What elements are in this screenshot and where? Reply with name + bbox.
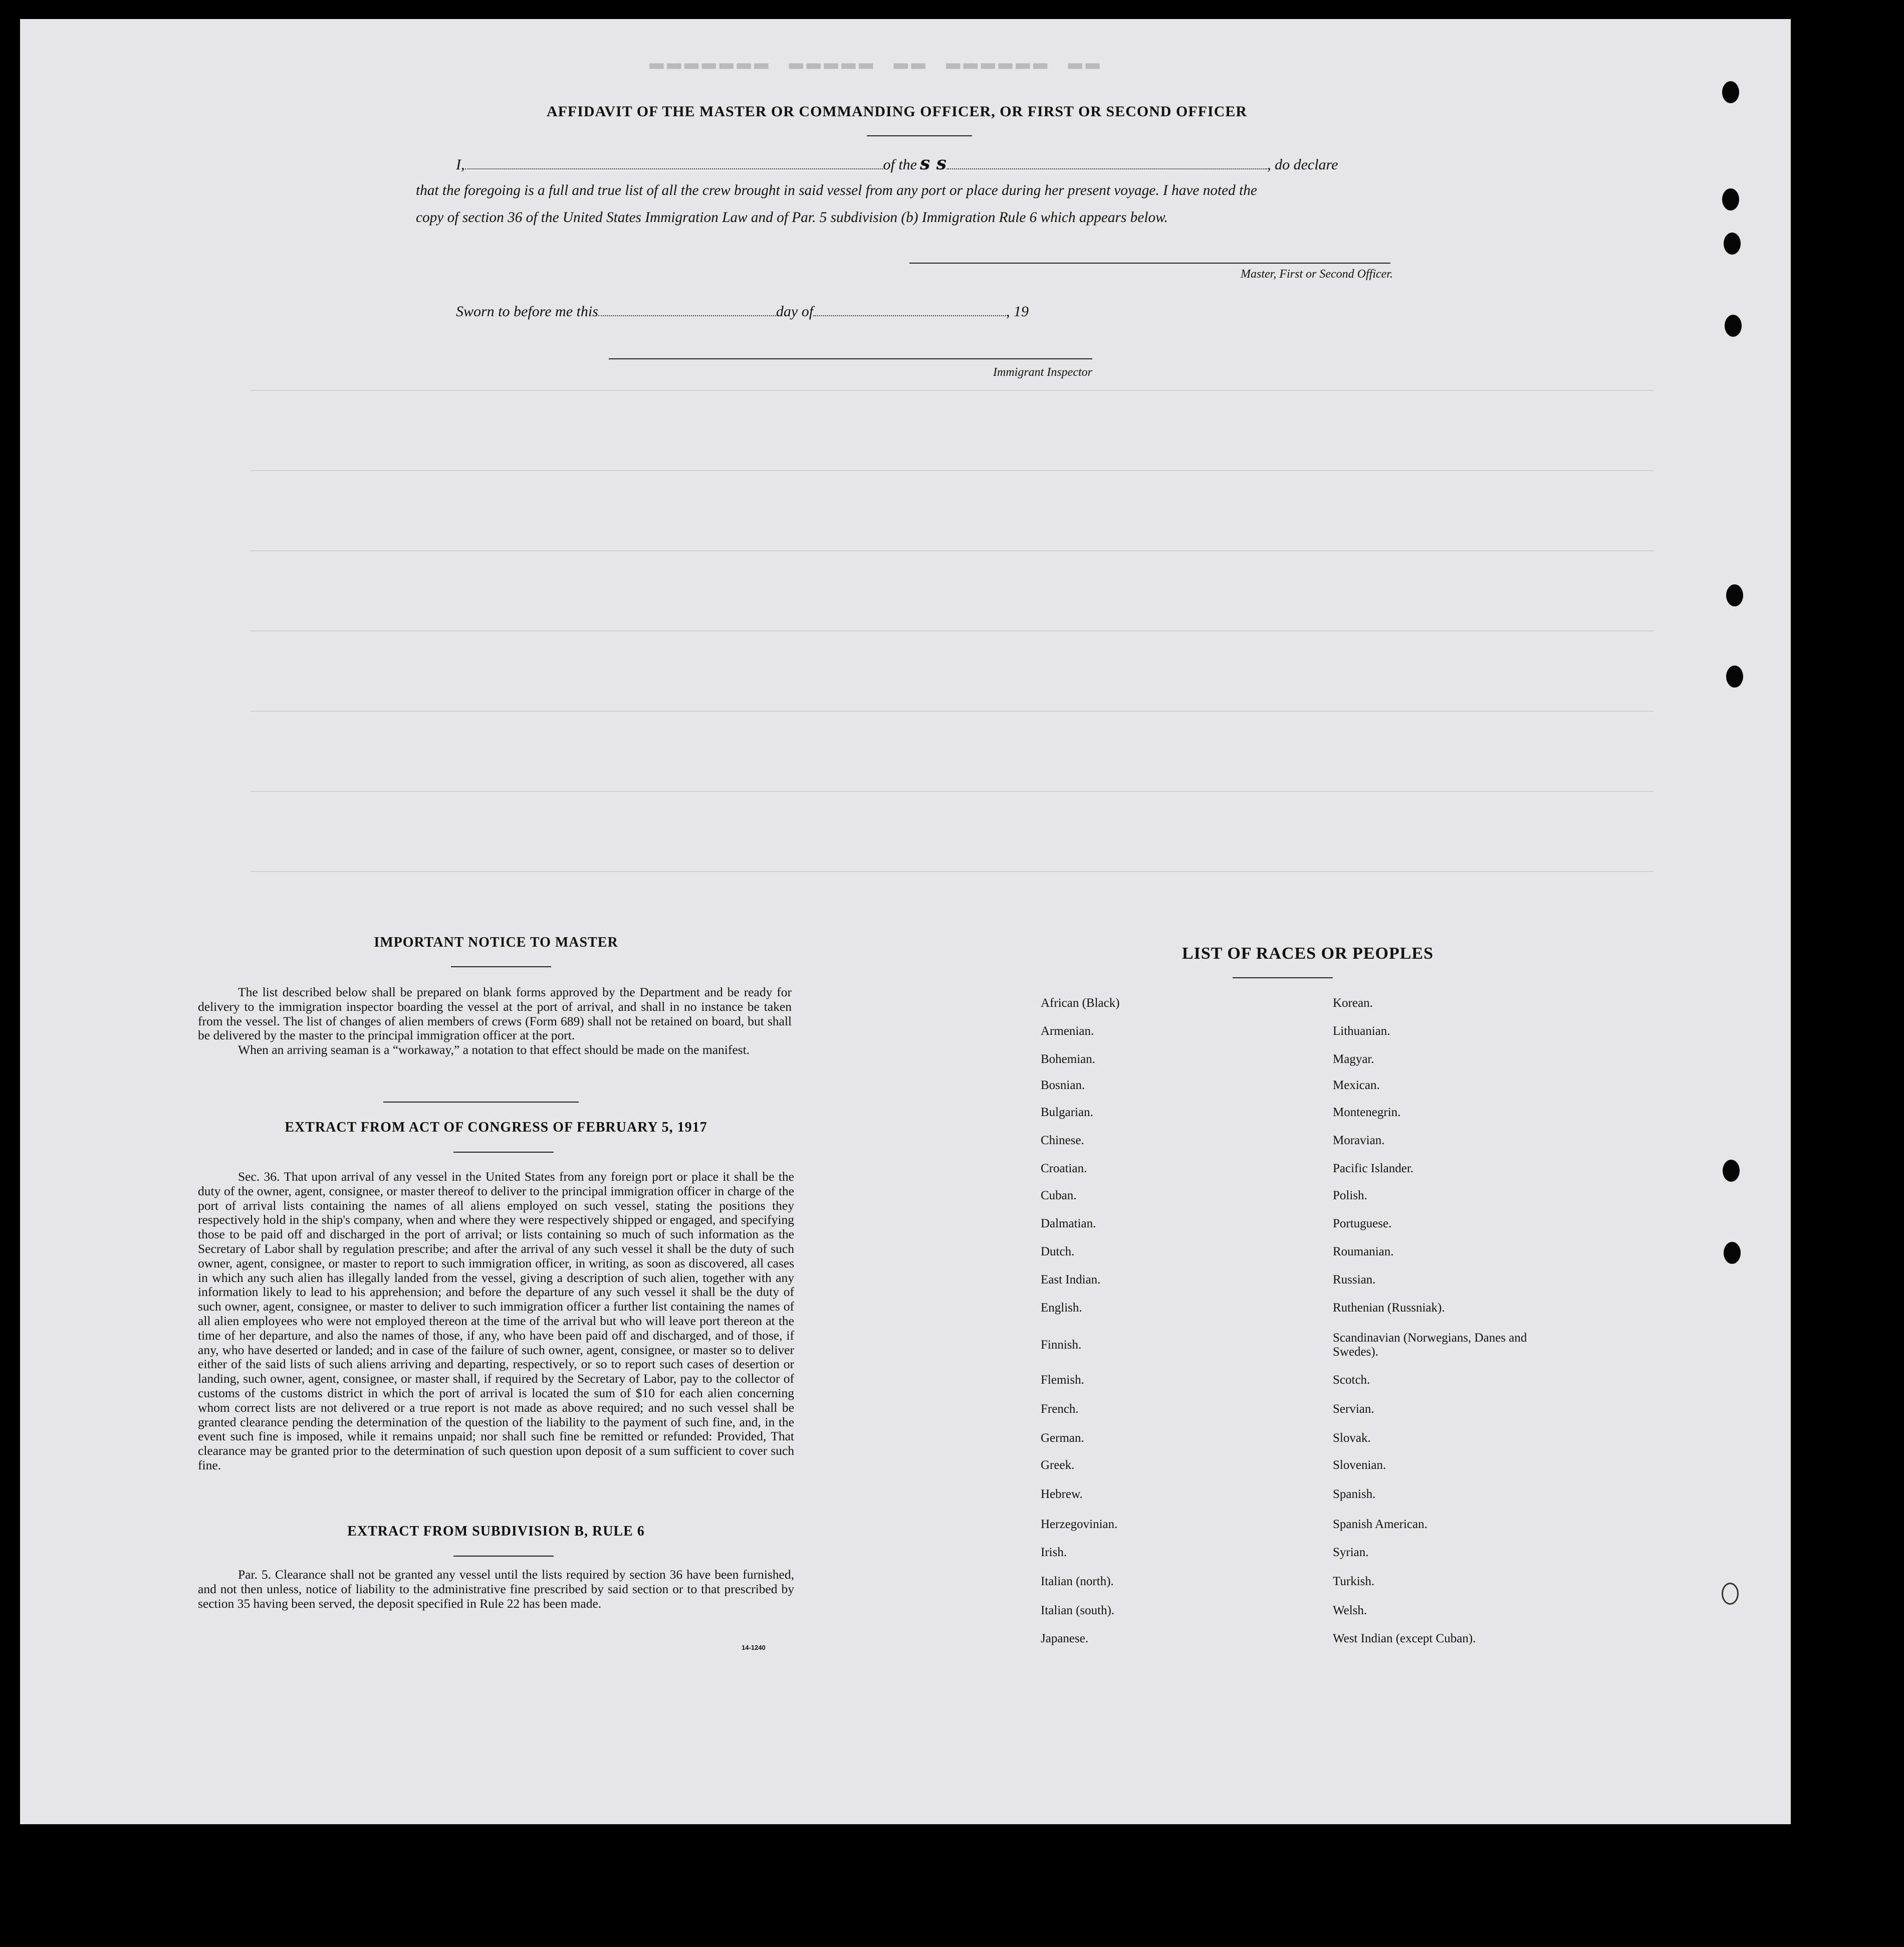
notice-body <box>198 985 792 1057</box>
inspector-signature-line[interactable] <box>609 358 1092 359</box>
race-item: English. <box>1041 1301 1082 1315</box>
race-item: Russian. <box>1333 1273 1376 1286</box>
binder-hole <box>1722 188 1739 210</box>
race-item: Irish. <box>1041 1546 1067 1559</box>
race-item: West Indian (except Cuban). <box>1333 1632 1476 1645</box>
rule-extract-title: EXTRACT FROM SUBDIVISION B, RULE 6 <box>347 1524 645 1539</box>
act-divider <box>453 1152 554 1153</box>
binder-hole <box>1724 233 1741 255</box>
race-item: Turkish. <box>1333 1575 1375 1588</box>
race-item: Moravian. <box>1333 1134 1385 1147</box>
race-item: Dutch. <box>1041 1245 1075 1258</box>
race-item: Italian (north). <box>1041 1575 1114 1588</box>
race-item: Greek. <box>1041 1458 1075 1472</box>
vessel-field[interactable] <box>946 155 1267 169</box>
sworn-line <box>456 299 1208 325</box>
race-item: Korean. <box>1333 996 1373 1010</box>
race-item: Cuban. <box>1041 1189 1077 1202</box>
notice-paragraph-2: When an arriving seaman is a “workaway,” a notation to that effect should be made on the manifest. <box>238 1042 750 1057</box>
race-item: Mexican. <box>1333 1078 1380 1092</box>
affidavit-of-the: of the <box>883 156 917 173</box>
race-item: Croatian. <box>1041 1162 1087 1175</box>
sworn-date-field[interactable] <box>598 302 776 316</box>
bleed-through-line <box>251 550 1653 551</box>
bleed-through-line <box>251 470 1653 471</box>
race-item: Syrian. <box>1333 1546 1369 1559</box>
affidavit-title: AFFIDAVIT OF THE MASTER OR COMMANDING OFFICER, OR FIRST OR SECOND OFFICER <box>546 103 1248 120</box>
race-item: Bohemian. <box>1041 1052 1096 1066</box>
race-item: Japanese. <box>1041 1632 1089 1645</box>
race-item: Ruthenian (Russniak). <box>1333 1301 1445 1315</box>
race-item: Slovak. <box>1333 1431 1371 1445</box>
notice-paragraph-1: The list described below shall be prepared on blank forms approved by the Department and be ready for delivery to the immigration inspector boarding the vessel at the port of arrival, and shall in no instance be taken from the vessel. The list of changes of alien members of crews (Form 689) shall not be retained on board, but shall be delivered by the master to the principal immigration officer at the port. <box>198 985 792 1043</box>
race-item: Montenegrin. <box>1333 1106 1401 1119</box>
race-item: Servian. <box>1333 1402 1374 1416</box>
act-extract-title: EXTRACT FROM ACT OF CONGRESS OF FEBRUARY 5, 1917 <box>285 1120 707 1135</box>
races-divider <box>1233 977 1333 978</box>
rule-divider <box>453 1556 554 1557</box>
bleed-through-line: ▬▬ ▬▬▬▬▬▬ ▬▬ ▬▬▬▬▬ ▬▬▬▬▬▬▬ <box>646 50 1100 77</box>
race-item: German. <box>1041 1431 1084 1445</box>
race-item: Magyar. <box>1333 1052 1374 1066</box>
race-item: Spanish American. <box>1333 1518 1427 1531</box>
race-item: Scandinavian (Norwegians, Danes and Swedes). <box>1333 1331 1527 1359</box>
sworn-year: , 19 <box>1006 303 1029 320</box>
races-title: LIST OF RACES OR PEOPLES <box>1181 944 1434 963</box>
race-item: Roumanian. <box>1333 1245 1394 1258</box>
section-divider <box>383 1102 579 1103</box>
sworn-day: day of <box>776 303 814 320</box>
affidavit-line-2: that the foregoing is a full and true list of all the crew brought in said vessel from any port or place during her present voyage. I have noted the <box>416 182 1257 198</box>
race-item: Flemish. <box>1041 1373 1084 1387</box>
race-item: Portuguese. <box>1333 1217 1392 1230</box>
binder-hole-open <box>1722 1583 1739 1605</box>
race-item: Italian (south). <box>1041 1604 1115 1617</box>
binder-hole <box>1722 81 1739 103</box>
bleed-through-line <box>251 390 1653 391</box>
affidavit-declare: , do declare <box>1267 156 1338 173</box>
race-item: Spanish. <box>1333 1487 1376 1501</box>
race-item: Armenian. <box>1041 1024 1094 1038</box>
race-item: Lithuanian. <box>1333 1024 1390 1038</box>
race-item: French. <box>1041 1402 1079 1416</box>
affidavit-i: I, <box>456 156 465 173</box>
affidavit-line-3: copy of section 36 of the United States Immigration Law and of Par. 5 subdivision (b) Immigration Rule 6 which appears below. <box>416 209 1168 226</box>
document-sheet <box>20 19 1791 1824</box>
master-signature-caption: Master, First or Second Officer. <box>1241 268 1393 281</box>
form-number: 14-1240 <box>742 1644 766 1651</box>
rule-extract-body: Par. 5. Clearance shall not be granted any vessel until the lists required by section 36 have been furnished, and not then unless, notice of liability to the administrative fine prescribed by said section or to that prescribed by section 35 having been served, the deposit specified in Rule 22 has been made. <box>198 1567 794 1611</box>
race-item: Hebrew. <box>1041 1487 1083 1501</box>
race-item: Slovenian. <box>1333 1458 1386 1472</box>
notice-title: IMPORTANT NOTICE TO MASTER <box>374 935 618 950</box>
act-extract-body: Sec. 36. That upon arrival of any vessel in the United States from any foreign port or place it shall be the duty of the owner, agent, consignee, or master thereof to deliver to the principal immigration officer in charge of the port of arrival lists containing the names of all aliens employed on such vessel, stating the positions they respectively hold in the ship's company, when and where they were respectively shipped or engaged, and specifying those to be paid off and discharged in the port of arrival; or lists containing so much of such information as the Secretary of Labor shall by regulation prescribe; and after the arrival of any such vessel it shall be the duty of such owner, agent, consignee, or master to report to such immigration officer, in writing, as soon as discovered, all cases in which any such alien has illegally landed from the vessel, giving a description of such alien, together with any information likely to lead to his apprehension; and before the departure of any such vessel it shall be the duty of such owner, agent, consignee, or master to deliver to such immigration officer a further list containing the names of all alien employees who were not employed thereon at the time of the arrival but who will leave port thereon at the time of her departure, and also the names of those, if any, who have been paid off and discharged, and of those, if any, who have deserted or landed; and in case of the failure of such owner, agent, consignee, or master so to deliver either of the said lists of such aliens arriving and departing, respectively, or so to report such cases of desertion or landing, such owner, agent, consignee, or master shall, if required by the Secretary of Labor, pay to the collector of customs of the customs district in which the port of arrival is located the sum of $10 for each alien concerning whom correct lists are not delivered or a true report is not made as above required; and no such vessel shall be granted clearance pending the determination of the question of the liability to the payment of such fine, and, in the event such fine is imposed, while it remains unpaid; nor shall such fine be remitted or refunded: Provided, That clearance may be granted prior to the determination of such question upon deposit of a sum sufficient to cover such fine. <box>198 1169 794 1472</box>
race-item: Finnish. <box>1041 1338 1082 1352</box>
race-item: Welsh. <box>1333 1604 1367 1617</box>
binder-hole <box>1726 584 1743 606</box>
race-item: Polish. <box>1333 1189 1367 1202</box>
race-item: Chinese. <box>1041 1134 1084 1147</box>
bleed-through-line <box>251 871 1653 872</box>
binder-hole <box>1723 1160 1740 1182</box>
binder-hole <box>1726 666 1743 688</box>
race-item: Bosnian. <box>1041 1078 1085 1092</box>
race-item: East Indian. <box>1041 1273 1101 1286</box>
inspector-caption: Immigrant Inspector <box>993 366 1092 379</box>
race-item: Pacific Islander. <box>1333 1162 1414 1175</box>
name-field[interactable] <box>465 155 883 169</box>
binder-hole <box>1724 1242 1741 1264</box>
race-item: Herzegovinian. <box>1041 1518 1118 1531</box>
bleed-through-line <box>251 630 1653 631</box>
sworn-prefix: Sworn to before me this <box>456 303 598 320</box>
bleed-through-line <box>251 791 1653 792</box>
race-item: Scotch. <box>1333 1373 1370 1387</box>
race-item: Dalmatian. <box>1041 1217 1096 1230</box>
title-divider <box>867 135 972 136</box>
handwritten-ss: s s <box>920 153 947 174</box>
binder-hole <box>1725 315 1742 337</box>
notice-divider <box>451 966 551 967</box>
affidavit-line-1 <box>456 150 1423 178</box>
race-item: African (Black) <box>1041 996 1120 1010</box>
master-signature-line[interactable] <box>909 263 1390 264</box>
race-item: Bulgarian. <box>1041 1106 1093 1119</box>
sworn-month-field[interactable] <box>813 302 1006 316</box>
bleed-through-line <box>251 711 1653 712</box>
